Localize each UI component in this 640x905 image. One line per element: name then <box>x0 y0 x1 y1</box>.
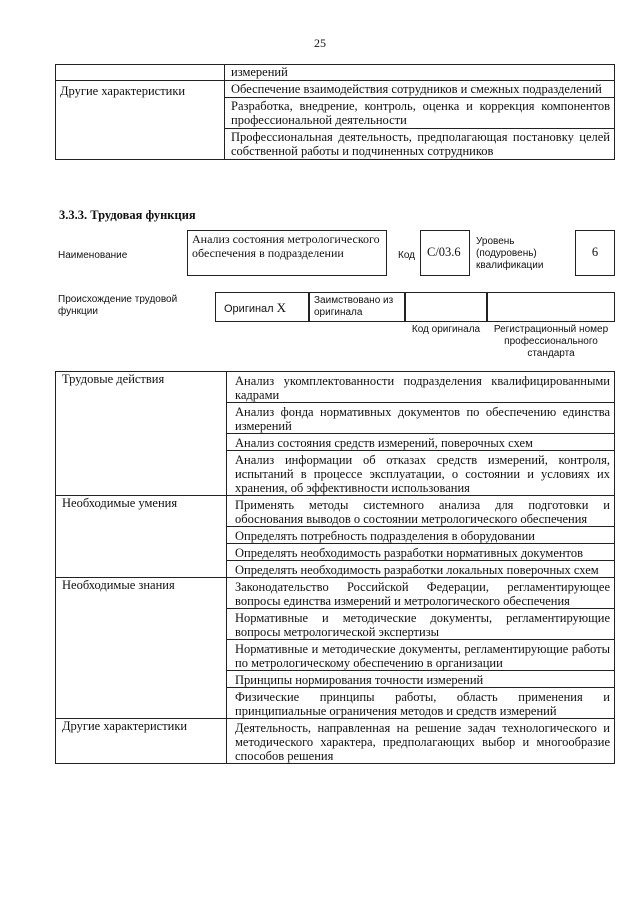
group-item: Нормативные и методические документы, регламентирующие вопросы метрологической экспертизы <box>227 609 615 640</box>
group-item: Определять необходимость разработки локальных поверочных схем <box>227 561 615 578</box>
code-value: С/03.6 <box>420 230 470 276</box>
page-number: 25 <box>314 36 326 50</box>
reg-number-caption: Регистрационный номер профессионального стандарта <box>493 324 609 359</box>
group-item: Нормативные и методические документы, регламентирующие работы по метрологическому обеспечению в организации <box>227 640 615 671</box>
group-item: Определять потребность подразделения в оборудовании <box>227 527 615 544</box>
group-item: Анализ информации об отказах средств измерений, контроля, испытаний в процессе эксплуатации, о состоянии и условиях их хранения, об эффективности использования <box>227 451 615 496</box>
reg-number-box <box>487 292 615 322</box>
table-row <box>56 65 615 81</box>
code-label: Код <box>398 250 416 261</box>
table-row <box>56 719 615 764</box>
group-item: Применять методы системного анализа для подготовки и обоснования выводов о состоянии метрологического обеспечения <box>227 496 615 527</box>
group-item: Деятельность, направленная на решение задач технологического и методического характера, предполагающих выбор и многообразие способов решения <box>227 719 615 764</box>
row-text: Обеспечение взаимодействия сотрудников и смежных подразделений <box>225 81 615 98</box>
row-label: Другие характеристики <box>56 81 225 160</box>
table-row <box>56 81 615 98</box>
code-original-caption: Код оригинала <box>411 324 481 335</box>
function-details-table <box>55 371 615 764</box>
group-label: Другие характеристики <box>56 719 227 764</box>
origin-original-box <box>215 292 309 322</box>
row-text: Разработка, внедрение, контроль, оценка и коррекция компонентов профессиональной деятельности <box>225 98 615 129</box>
origin-borrowed-box: Заимствовано из оригинала <box>309 292 405 322</box>
section-title: 3.3.3. Трудовая функция <box>59 208 196 222</box>
table-row <box>56 578 615 609</box>
row-label <box>56 65 225 81</box>
origin-label: Происхождение трудовой функции <box>58 294 178 317</box>
group-item: Определять необходимость разработки нормативных документов <box>227 544 615 561</box>
group-item: Физические принципы работы, область применения и принципиальные ограничения методов и средств измерений <box>227 688 615 719</box>
continuation-table <box>55 64 615 160</box>
origin-mark: X <box>276 300 287 315</box>
name-label: Наименование <box>58 250 128 261</box>
group-item: Анализ укомплектованности подразделения квалифицированными кадрами <box>227 372 615 403</box>
level-label: Уровень (подуровень) квалификации <box>476 236 544 271</box>
group-label: Необходимые знания <box>56 578 227 719</box>
group-item: Анализ состояния средств измерений, поверочных схем <box>227 434 615 451</box>
row-text: измерений <box>225 65 615 81</box>
group-label: Трудовые действия <box>56 372 227 496</box>
table-row <box>56 372 615 403</box>
name-value: Анализ состояния метрологического обеспечения в подразделении <box>187 230 387 276</box>
row-text: Профессиональная деятельность, предполагающая постановку целей собственной работы и подчиненных сотрудников <box>225 129 615 160</box>
group-item: Законодательство Российской Федерации, регламентирующее вопросы единства измерений и метрологического обеспечения <box>227 578 615 609</box>
group-label: Необходимые умения <box>56 496 227 578</box>
level-value: 6 <box>575 230 615 276</box>
group-item: Принципы нормирования точности измерений <box>227 671 615 688</box>
code-original-box <box>405 292 487 322</box>
table-row <box>56 496 615 527</box>
group-item: Анализ фонда нормативных документов по обеспечению единства измерений <box>227 403 615 434</box>
origin-original-label: Оригинал <box>224 303 274 315</box>
